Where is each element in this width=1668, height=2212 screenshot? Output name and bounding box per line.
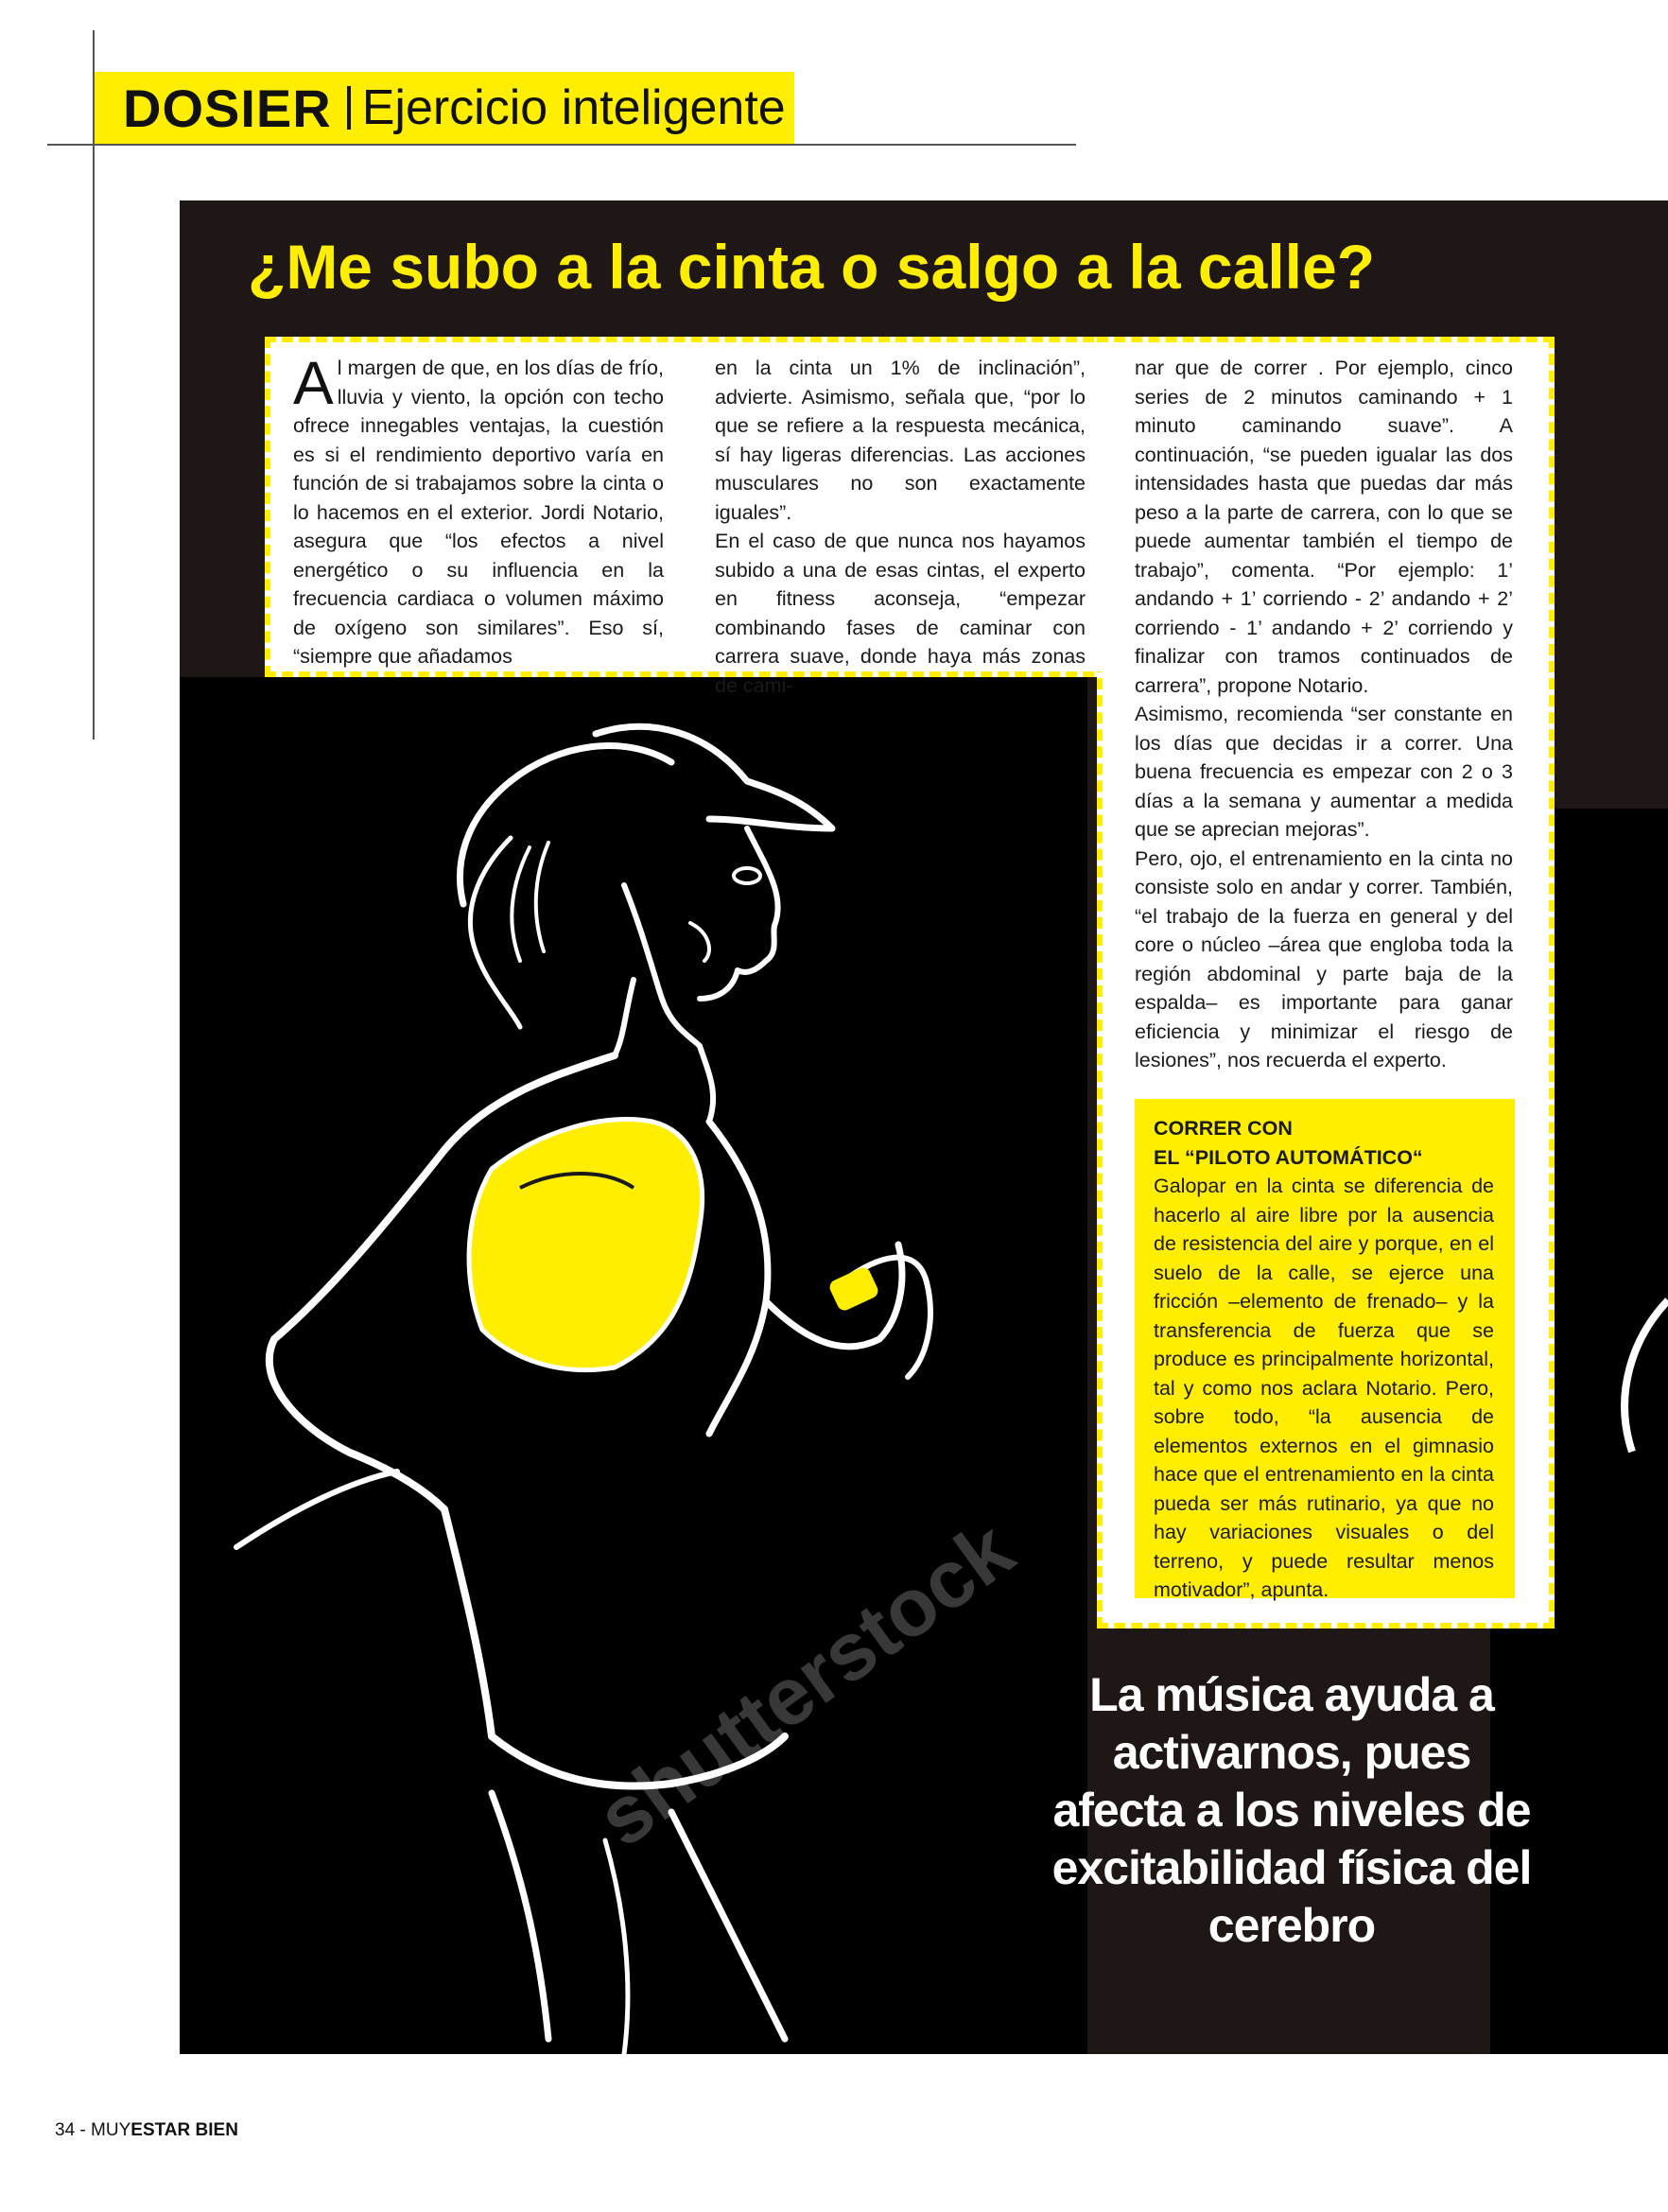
header-separator: [347, 86, 351, 130]
section-label: DOSIER: [123, 78, 332, 138]
sidebar-title-line: CORRER CON: [1154, 1117, 1293, 1140]
sidebar-body: Galopar en la cinta se diferencia de hacerlo al aire libre por la ausencia de resistencia del aire y porque, en el suelo de la calle, se ejerce una fricción –elemento de frenado– y la transferencia de fuerza que se produce es principalmente horizontal, tal y como nos aclara Notario. Pero, sobre todo, “la ausencia de elementos externos en el gimnasio hace que el entrenamiento en la cinta pueda ser más rutinario, ya que no hay variaciones visuales o del terreno, y puede resultar menos motivador”, apunta.: [1154, 1175, 1494, 1601]
paragraph-text: l margen de que, en los días de frío, lluvia y viento, la opción con techo ofrece innegables ventajas, la cuestión es si el rendimiento deportivo varía en función de si trabajamos sobre la cinta o lo hacemos en el exterior. Jordi Notario, asegura que “los efectos a nivel energético o su influencia en la frecuencia cardiaca o volumen máximo de oxígeno son similares”. Eso sí, “siempre que añadamos: [293, 357, 664, 668]
drop-cap: A: [293, 349, 334, 417]
sidebar-title: [1154, 1114, 1494, 1172]
article-title: ¿Me subo a la cinta o salgo a la calle?: [248, 232, 1376, 302]
section-header: [95, 72, 794, 144]
runner-illustration: [180, 677, 1087, 2054]
paragraph: nar que de correr . Por ejemplo, cinco series de 2 minutos caminando + 1 minuto caminando suave”. A continuación, “se pueden igualar las dos intensidades hasta que puedas dar más peso a la parte de carrera, con lo que se puede aumentar también el tiempo de trabajo”, comenta. “Por ejemplo: 1’ andando + 1’ corriendo - 2’ andando + 2’ corriendo - 1’ andando + 2’ corriendo y finalizar con tramos continuados de carrera”, propone Notario.: [1135, 357, 1513, 697]
paragraph: [293, 349, 664, 671]
brand-light: MUY: [91, 2120, 131, 2140]
article-column-1: [293, 349, 664, 671]
paragraph: Pero, ojo, el entrenamiento en la cinta no consiste solo en andar y correr. También, “el trabajo de la fuerza en general y del core o núcleo –área que engloba toda la región abdominal y parte baja de la espalda– es importante para ganar eficiencia y minimizar el riesgo de lesiones”, nos recuerda el experto.: [1135, 846, 1513, 1071]
watermark-text: shutterstock: [581, 1504, 1030, 1865]
header-horizontal-rule: [47, 144, 1076, 146]
brand-bold: ESTAR BIEN: [130, 2120, 238, 2140]
paragraph: Asimismo, recomienda “ser constante en los días que decidas ir a correr. Una buena frecuencia es empezar con 2 o 3 días a la semana y aumentar a medida que se aprecian mejoras”.: [1135, 703, 1513, 841]
paragraph: en la cinta un 1% de inclinación”, advierte. Asimismo, señala que, “por lo que se refiere a la respuesta mecánica, sí hay ligeras diferencias. Las acciones musculares no son exactamente iguales”.: [715, 357, 1086, 524]
sidebar-title-line: EL “PILOTO AUTOMÁTICO“: [1154, 1145, 1423, 1169]
article-column-2: [715, 354, 1086, 700]
pull-quote: La música ayuda a activarnos, pues afecta a los niveles de excitabilidad física del cerebro: [1051, 1668, 1532, 1952]
article-column-3: [1135, 354, 1513, 1075]
section-topic: Ejercicio inteligente: [361, 80, 786, 135]
sidebar-box: [1135, 1099, 1515, 1601]
page-footer: [55, 2120, 238, 2141]
page-number: 34 -: [55, 2120, 86, 2140]
paragraph: En el caso de que nunca nos hayamos subido a una de esas cintas, el experto en fitness aconseja, “empezar combinando fases de caminar con carrera suave, donde haya más zonas de cami-: [715, 530, 1086, 697]
